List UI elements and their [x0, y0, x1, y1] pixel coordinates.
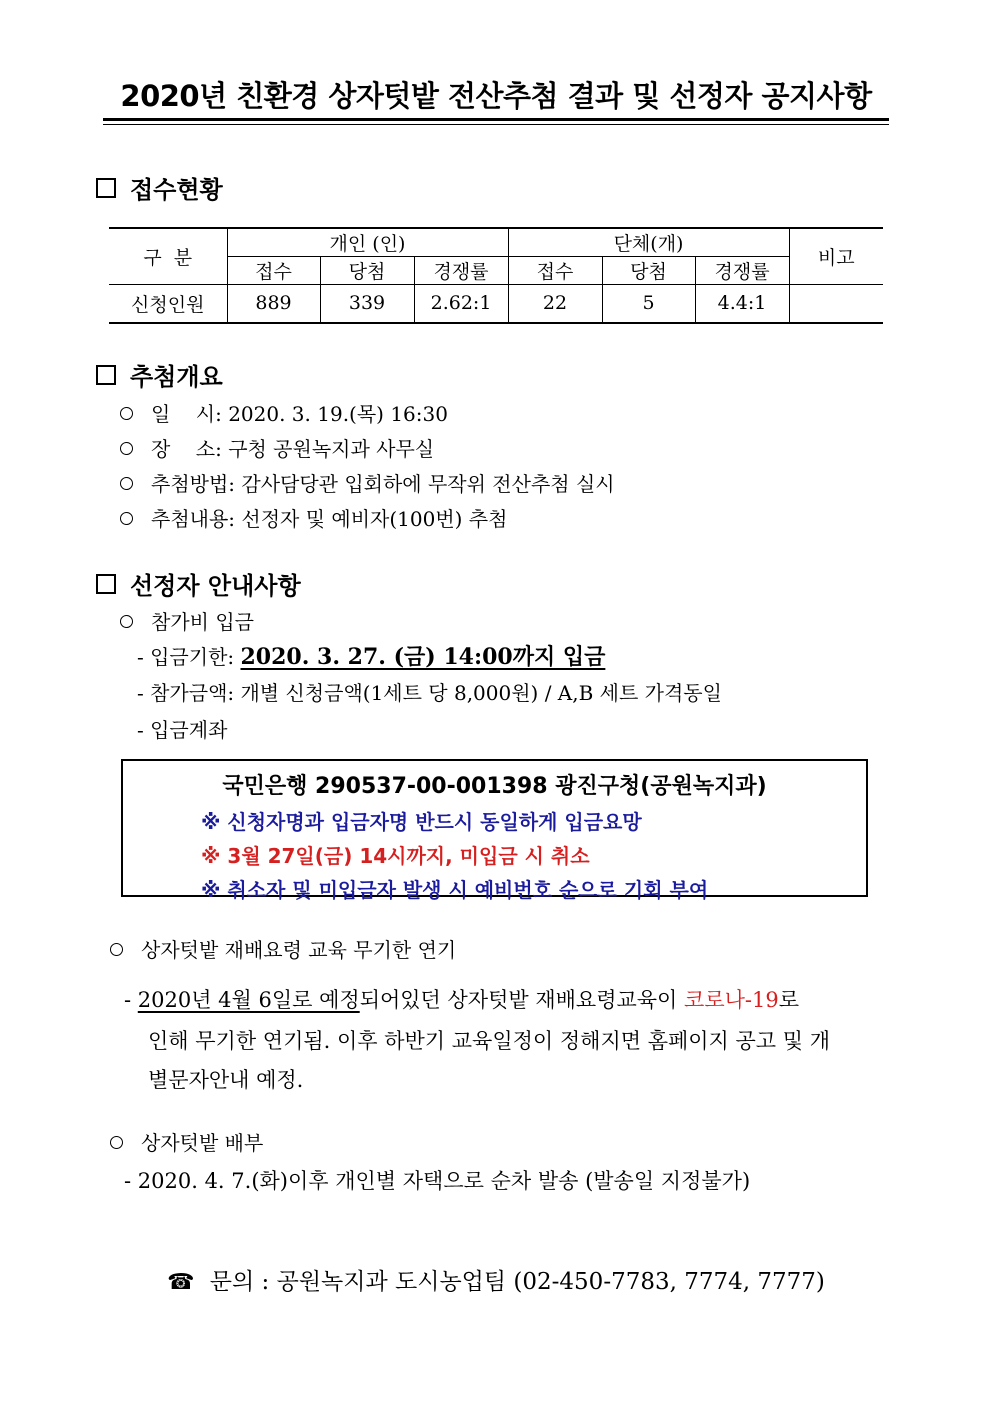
- table-header-note: 비고: [789, 228, 883, 285]
- table-subheader: 경쟁률: [695, 257, 789, 285]
- table-cell: 2.62:1: [414, 285, 508, 323]
- covid-text: 코로나-19: [684, 988, 779, 1012]
- section-heading-selected: 선정자 안내사항: [96, 566, 301, 601]
- circle-bullet-icon: [120, 477, 133, 490]
- telephone-icon: ☎: [167, 1270, 195, 1295]
- education-line-1: - 2020년 4월 6일로 예정되어있던 상자텃밭 재배요령교육이 코로나-19로: [124, 988, 800, 1012]
- table-subheader: 접수: [508, 257, 602, 285]
- table-cell: 5: [602, 285, 695, 323]
- reception-table: [109, 227, 883, 324]
- lottery-item: 일 시: 2020. 3. 19.(목) 16:30: [120, 398, 448, 427]
- bank-account-main: 국민은행 290537-00-001398 광진구청(공원녹지과): [222, 774, 767, 799]
- lottery-item: 추첨방법: 감사담당관 입회하에 무작위 전산추첨 실시: [120, 468, 615, 497]
- table-subheader: 당첨: [602, 257, 695, 285]
- education-date: 2020년 4월 6일로 예정: [137, 988, 360, 1012]
- title-rule: [103, 124, 889, 125]
- table-header-individual: 개인 (인): [227, 228, 508, 257]
- title-rule: [103, 118, 889, 121]
- table-cell: 4.4:1: [695, 285, 789, 323]
- checkbox-square-icon: [96, 574, 116, 594]
- lottery-item: 추첨내용: 선정자 및 예비자(100번) 추첨: [120, 503, 507, 532]
- amount-line: - 참가금액: 개별 신청금액(1세트 당 8,000원) / A,B 세트 가격동일: [137, 681, 722, 705]
- page-title: 2020년 친환경 상자텃밭 전산추첨 결과 및 선정자 공지사항: [120, 79, 872, 113]
- circle-bullet-icon: [110, 1136, 123, 1149]
- table-subheader: 경쟁률: [414, 257, 508, 285]
- circle-bullet-icon: [120, 615, 133, 628]
- table-subheader: 당첨: [320, 257, 414, 285]
- table-cell-note: [789, 285, 883, 323]
- bank-note-deadline: ※ 3월 27일(금) 14시까지, 미입금 시 취소: [201, 844, 590, 868]
- checkbox-square-icon: [96, 365, 116, 385]
- bank-note-waitlist: ※ 취소자 및 미입금자 발생 시 예비번호 순으로 기회 부여: [201, 878, 709, 902]
- table-cell: 889: [227, 285, 320, 323]
- distribution-text: - 2020. 4. 7.(화)이후 개인별 자택으로 순차 발송 (발송일 지정불가): [124, 1169, 751, 1193]
- contact-line: ☎ 문의 : 공원녹지과 도시농업팀 (02-450-7783, 7774, 7777): [167, 1269, 825, 1295]
- table-header-group: 단체(개): [508, 228, 789, 257]
- table-cell: 339: [320, 285, 414, 323]
- distribution-title: 상자텃밭 배부: [110, 1127, 263, 1156]
- circle-bullet-icon: [120, 442, 133, 455]
- bank-account-box: [121, 759, 868, 902]
- circle-bullet-icon: [120, 512, 133, 525]
- circle-bullet-icon: [120, 407, 133, 420]
- education-line-2: 인해 무기한 연기됨. 이후 하반기 교육일정이 정해지면 홈페이지 공고 및 개: [148, 1029, 831, 1053]
- table-subheader: 접수: [227, 257, 320, 285]
- deadline-line: - 입금기한: 2020. 3. 27. (금) 14:00까지 입금: [137, 644, 606, 670]
- account-label: - 입금계좌: [137, 718, 228, 742]
- circle-bullet-icon: [110, 943, 123, 956]
- deadline-value: 2020. 3. 27. (금) 14:00까지 입금: [240, 644, 606, 670]
- section-heading-reception: 접수현황: [96, 170, 223, 205]
- table-row-label: 신청인원: [109, 285, 227, 323]
- table-header-gubun: 구 분: [109, 228, 227, 285]
- checkbox-square-icon: [96, 178, 116, 198]
- education-line-3: 별문자안내 예정.: [148, 1068, 304, 1092]
- fee-title: 참가비 입금: [120, 606, 254, 635]
- table-cell: 22: [508, 285, 602, 323]
- lottery-item: 장 소: 구청 공원녹지과 사무실: [120, 433, 434, 462]
- section-heading-lottery: 추첨개요: [96, 357, 223, 392]
- education-title: 상자텃밭 재배요령 교육 무기한 연기: [110, 934, 456, 963]
- bank-note-name-match: ※ 신청자명과 입금자명 반드시 동일하게 입금요망: [201, 810, 642, 834]
